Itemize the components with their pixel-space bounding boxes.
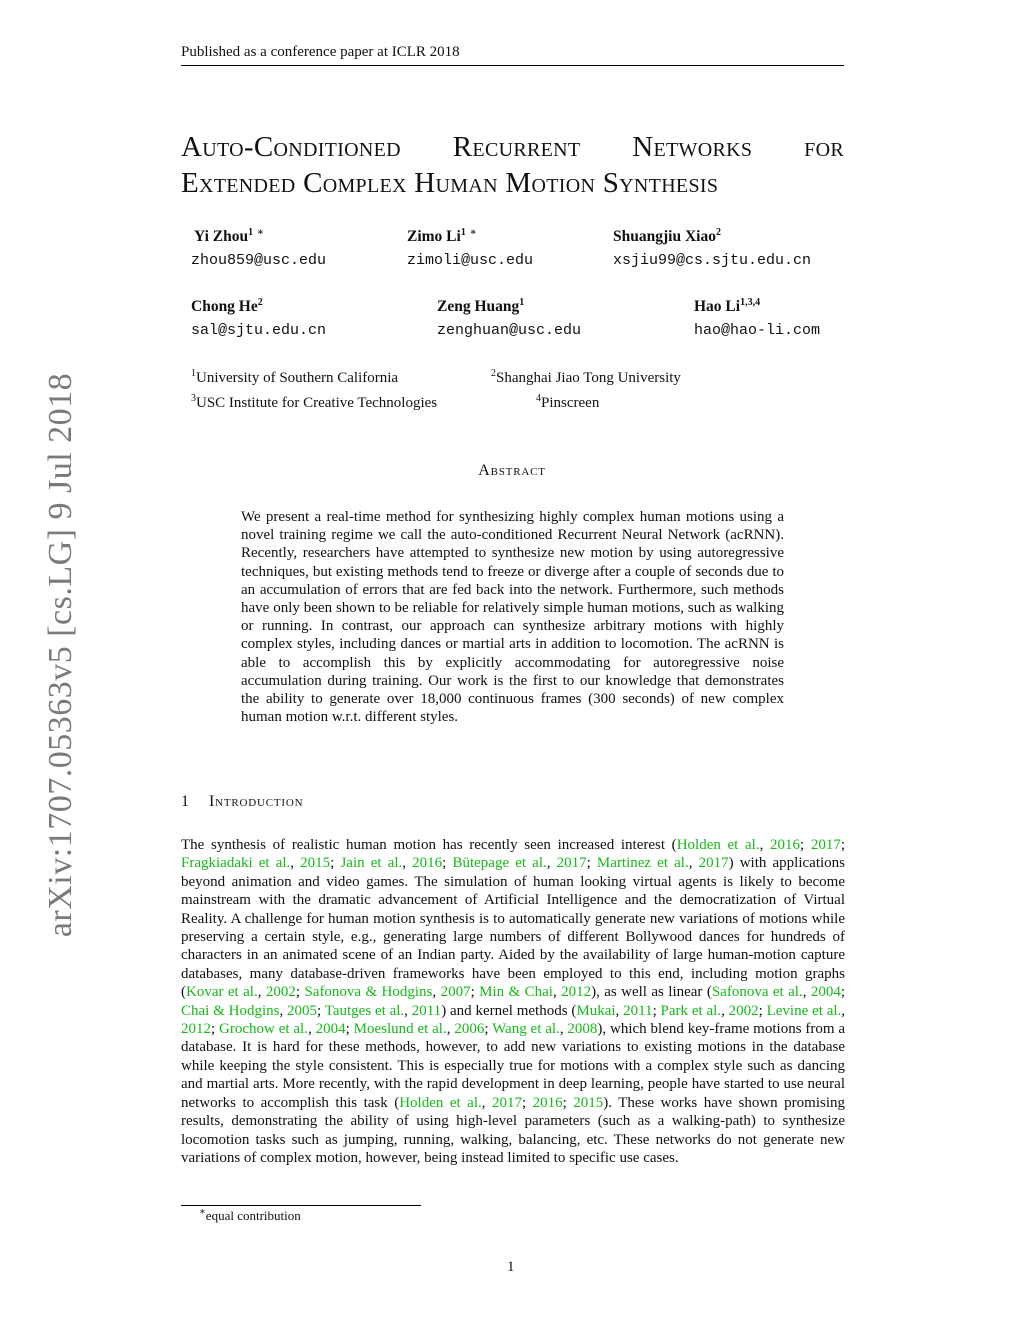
body-text: ; xyxy=(800,837,811,853)
author-email[interactable]: hao@hao-li.com xyxy=(694,322,821,339)
author-block xyxy=(613,228,721,246)
body-text: ; xyxy=(211,1021,220,1038)
author-affil-sup: 1 xyxy=(248,226,254,238)
body-text: , xyxy=(307,1021,316,1038)
citation-link[interactable]: 2002 xyxy=(728,1002,759,1019)
body-text: ; xyxy=(840,837,846,853)
author-affil-sup: 1 xyxy=(519,296,525,308)
abstract-heading: Abstract xyxy=(478,462,546,479)
citation-link[interactable]: Holden et al. xyxy=(676,837,760,853)
section-heading xyxy=(181,793,303,811)
author-block xyxy=(694,298,760,316)
citation-link[interactable]: Levine et al. xyxy=(766,1002,842,1019)
footnote-mark: ∗ xyxy=(199,1206,206,1218)
author-email[interactable]: zhou859@usc.edu xyxy=(191,252,327,269)
body-text: ; xyxy=(521,1094,533,1111)
citation-link[interactable]: 2005 xyxy=(287,1002,318,1019)
page-number: 1 xyxy=(507,1259,515,1275)
running-header: Published as a conference paper at ICLR 2018 xyxy=(181,44,460,60)
citation-link[interactable]: Moeslund et al. xyxy=(353,1021,447,1038)
author-affil-sup: 2 xyxy=(257,296,263,308)
affiliation: $^3$USC Institute for Creative Technologies xyxy=(191,393,438,411)
author-email[interactable]: xsjiu99@cs.sjtu.edu.cn xyxy=(613,252,812,269)
author-block xyxy=(191,298,263,316)
citation-link[interactable]: 2015 xyxy=(573,1094,604,1111)
body-text: , xyxy=(688,855,699,872)
body-text: , xyxy=(546,855,557,872)
citation-link[interactable]: 2016 xyxy=(532,1094,563,1111)
footnote-text: equal contribution xyxy=(205,1208,301,1223)
citation-link[interactable]: 2016 xyxy=(770,837,800,853)
author-block xyxy=(407,228,477,246)
body-text: , xyxy=(552,984,562,1001)
citation-link[interactable]: 2004 xyxy=(315,1021,346,1038)
body-text: , xyxy=(721,1002,729,1019)
body-text: , xyxy=(841,1002,846,1019)
author-block xyxy=(437,298,524,316)
body-text: , xyxy=(279,1002,288,1019)
body-text: ; xyxy=(484,1021,493,1038)
citation-link[interactable]: Martinez et al. xyxy=(596,855,689,872)
body-text: ; xyxy=(840,984,846,1001)
body-text: , xyxy=(615,1002,624,1019)
body-text: ; xyxy=(562,1094,574,1111)
author-email[interactable]: zenghuan@usc.edu xyxy=(437,322,582,339)
author-affil-sup: 2 xyxy=(715,226,721,238)
affiliation: $^1$University of Southern California xyxy=(191,368,399,386)
author-email[interactable]: zimoli@usc.edu xyxy=(407,252,534,269)
citation-link[interactable]: Mukai xyxy=(576,1002,616,1019)
citation-link[interactable]: 2017 xyxy=(810,837,841,853)
body-text: , xyxy=(257,984,266,1001)
author-affil-sup: 1,3,4 xyxy=(740,296,761,308)
body-text: ), as well as linear ( xyxy=(591,984,712,1001)
body-text: ; xyxy=(345,1021,354,1038)
citation-link[interactable]: Grochow et al. xyxy=(219,1021,308,1038)
footnote xyxy=(199,1208,301,1224)
paper-title-line-2: Extended Complex Human Motion Synthesis xyxy=(181,167,719,199)
citation-link[interactable]: Wang et al. xyxy=(492,1021,560,1038)
body-text: ; xyxy=(317,1002,325,1019)
author-name: Chong He xyxy=(191,298,258,315)
body-text: , xyxy=(402,855,413,872)
citation-link[interactable]: 2017 xyxy=(698,855,729,872)
citation-link[interactable]: 2011 xyxy=(623,1002,653,1019)
body-text: ; xyxy=(442,855,453,872)
citation-link[interactable]: Holden et al. xyxy=(399,1094,482,1111)
introduction-paragraph xyxy=(181,836,845,1167)
citation-link[interactable]: 2004 xyxy=(810,984,841,1001)
author-name: Shuangjiu Xiao xyxy=(613,228,716,245)
citation-link[interactable]: Jain et al. xyxy=(340,855,403,872)
author-name: Hao Li xyxy=(694,298,741,315)
footnote-rule xyxy=(181,1205,421,1206)
body-text: ; xyxy=(586,855,597,872)
body-text: ), which blend key-frame motions from a database. It is hard for these methods, however, to add new variations to existing motions in the database while keeping the style consistent. This is especially true for motions with a complex style such as dancing and martial arts. More recently, with the rapid development in deep learning, people have started to use neural networks to accomplish this task ( xyxy=(181,1021,846,1111)
citation-link[interactable]: 2016 xyxy=(412,855,443,872)
body-text: , xyxy=(290,855,301,872)
header-rule xyxy=(181,65,844,66)
body-text: , xyxy=(559,1021,568,1038)
body-text: ; xyxy=(470,984,480,1001)
body-text: ) with applications beyond animation and video games. The simulation of human looking virtual agents is likely to become mainstream with the dramatic advancement of Artificial Intelligence and the democratization of Virtual Reality. A challenge for human motion synthesis is to automatically generate new variations of motions while preserving a certain style, e.g., generating large numbers of different Bollywood dances for hundreds of characters in an animated scene of an Indian party. Aided by the availability of large human-motion capture databases, many database-driven frameworks have been employed to this end, including motion graphs ( xyxy=(181,855,845,1001)
affiliation: $^4$Pinscreen xyxy=(536,393,600,411)
body-text: ; xyxy=(295,984,305,1001)
citation-link[interactable]: 2011 xyxy=(411,1002,442,1019)
equal-contrib-mark: ∗ xyxy=(257,226,264,238)
author-name: Zeng Huang xyxy=(437,298,520,315)
citation-link[interactable]: Bütepage et al. xyxy=(452,855,547,872)
body-text: ). These works have shown promising results, demonstrating the ability of using high-level parameters (such as a walking-path) to synthesize locomotion tasks such as jumping, running, walking, balancing, etc. These networks do not generate new variations of complex motion, however, being instead limited to specific use cases. xyxy=(181,1094,845,1166)
citation-link[interactable]: 2002 xyxy=(265,984,296,1001)
citation-link[interactable]: 2015 xyxy=(300,855,331,872)
citation-link[interactable]: Safonova & Hodgins xyxy=(304,984,433,1001)
body-text: ; xyxy=(758,1002,767,1019)
body-text: ; xyxy=(652,1002,661,1019)
body-text: The synthesis of realistic human motion has recently seen increased interest ( xyxy=(181,837,677,853)
citation-link[interactable]: 2017 xyxy=(491,1094,522,1111)
citation-link[interactable]: 2012 xyxy=(181,1021,211,1038)
body-text: , xyxy=(759,837,770,853)
body-text: , xyxy=(432,984,441,1001)
paper-title-line-1: Auto-Conditioned Recurrent Networks for xyxy=(181,131,844,163)
equal-contrib-mark: ∗ xyxy=(469,226,477,238)
citation-link[interactable]: Park et al. xyxy=(660,1002,722,1019)
citation-link[interactable]: Fragkiadaki et al. xyxy=(181,855,291,872)
citation-link[interactable]: 2008 xyxy=(567,1021,598,1038)
author-name: Zimo Li xyxy=(407,228,461,245)
author-name: Yi Zhou xyxy=(194,228,249,245)
body-text: , xyxy=(404,1002,412,1019)
author-email[interactable]: sal@sjtu.edu.cn xyxy=(191,322,327,339)
abstract-text: We present a real-time method for synthesizing highly complex human motions using a novel training regime we call the auto-conditioned Recurrent Neural Network (acRNN). Recently, researchers have attempted to synthesize new motion by using autoregressive techniques, but existing methods tend to freeze or diverge after a couple of seconds due to an accumulation of errors that are fed back into the network. Furthermore, such methods have only been shown to be reliable for relatively simple human motions, such as walking or running. In contrast, our approach can synthesize arbitrary motions with highly complex styles, including dances or martial arts in addition to locomotion. The acRNN is able to accomplish this by explicitly accommodating for autoregressive noise accumulation during training. Our work is the first to our knowledge that demonstrates the ability to generate over 18,000 continuous frames (300 seconds) of new complex human motion w.r.t. different styles. xyxy=(241,509,784,726)
body-text: , xyxy=(481,1094,492,1111)
body-text: ; xyxy=(330,855,341,872)
arxiv-stamp: arXiv:1707.05363v5 [cs.LG] 9 Jul 2018 xyxy=(42,372,79,938)
author-affil-sup: 1 xyxy=(460,226,466,238)
citation-link[interactable]: Kovar et al. xyxy=(186,984,258,1001)
citation-link[interactable]: 2012 xyxy=(561,984,592,1001)
author-block xyxy=(194,228,264,246)
section-title: Introduction xyxy=(209,793,304,810)
citation-link[interactable]: Min & Chai xyxy=(479,984,553,1001)
citation-link[interactable]: Safonova et al. xyxy=(711,984,803,1001)
body-text: , xyxy=(802,984,811,1001)
citation-link[interactable]: 2017 xyxy=(556,855,587,872)
body-text: , xyxy=(446,1021,455,1038)
body-text: ) and kernel methods ( xyxy=(441,1002,577,1019)
citation-link[interactable]: Chai & Hodgins xyxy=(181,1002,280,1019)
affiliation: $^2$Shanghai Jiao Tong University xyxy=(491,368,681,386)
section-number: 1 xyxy=(181,793,190,810)
citation-link[interactable]: 2006 xyxy=(454,1021,485,1038)
citation-link[interactable]: 2007 xyxy=(440,984,471,1001)
citation-link[interactable]: Tautges et al. xyxy=(324,1002,405,1019)
